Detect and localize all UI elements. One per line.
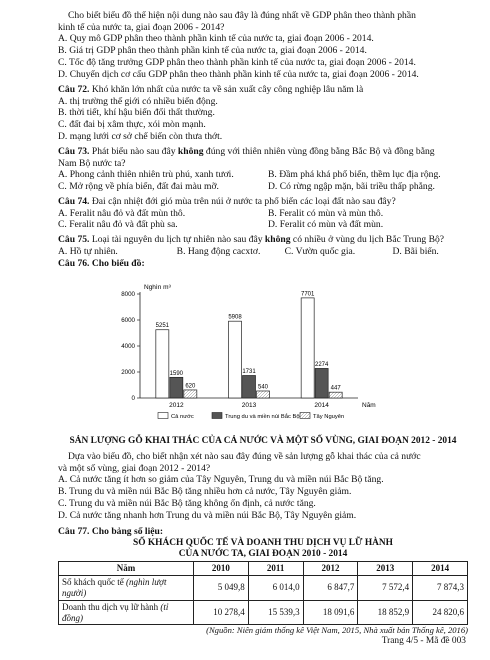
q73-stem-pre: Phát biểu nào sau đây bbox=[91, 146, 178, 157]
q76-option-c: C. Trung du và miền núi Bắc Bộ tăng không ổn định, cả nước tăng. bbox=[58, 497, 316, 509]
q73-stem-bold: không bbox=[177, 146, 204, 157]
bar-0 bbox=[229, 321, 242, 398]
q76-option-a: A. Cả nước tăng ít hơn so giảm của Tây Nguyên, Trung du và miền núi Bắc Bộ tăng. bbox=[58, 474, 384, 486]
y-tick-label: 6000 bbox=[121, 317, 135, 325]
q76-ask-line1: Dựa vào biểu đồ, cho biết nhận xét nào sau đây đúng về sản lượng gỗ khai thác của cả nước bbox=[68, 451, 421, 462]
y-tick-label: 4000 bbox=[121, 343, 135, 351]
q73-label: Câu 73. bbox=[58, 146, 90, 157]
bar-2 bbox=[329, 392, 342, 398]
legend-swatch bbox=[212, 413, 222, 419]
bar-0 bbox=[156, 330, 169, 398]
bar-value-label: 1731 bbox=[242, 368, 256, 375]
table-cell: 24 820,6 bbox=[413, 600, 468, 625]
q76-option-d: D. Cả nước tăng nhanh hơn Trung du và miền núi Bắc Bộ, Tây Nguyên giảm. bbox=[58, 509, 357, 521]
bar-value-label: 2274 bbox=[314, 361, 329, 368]
table-cell: 5 049,8 bbox=[193, 575, 248, 600]
q71-option-c: C. Tốc độ tăng trưởng GDP phân theo thành phần kinh tế của nước ta, giai đoạn 2006 - 2014. bbox=[58, 56, 416, 68]
bar-2 bbox=[257, 391, 270, 398]
bar-value-label: 620 bbox=[185, 383, 196, 390]
table-cell: 6 847,7 bbox=[303, 575, 358, 600]
q74-stem: Đai cận nhiệt đới gió mùa trên núi ở nước ta phổ biến các loại đất nào sau đây? bbox=[91, 196, 396, 207]
tourism-table bbox=[58, 561, 468, 626]
row-label: Doanh thu dịch vụ lữ hành bbox=[62, 601, 161, 612]
q75-option-c: C. Vườn quốc gia. bbox=[284, 245, 356, 257]
q72-option-d: D. mạng lưới cơ sở chế biến còn thưa thớt. bbox=[58, 130, 223, 142]
q72-option-a: A. thị trường thế giới có nhiều biến động. bbox=[58, 95, 218, 107]
bar-value-label: 7701 bbox=[300, 291, 315, 298]
bar-value-label: 447 bbox=[330, 385, 341, 392]
bar-0 bbox=[301, 298, 314, 398]
legend-label: Cả nước bbox=[171, 414, 194, 420]
bar-1 bbox=[315, 368, 328, 398]
bar-value-label: 1590 bbox=[169, 370, 184, 377]
q77-label: Câu 77. bbox=[58, 526, 90, 537]
row-unit: (nghìn lượt người) bbox=[62, 576, 167, 598]
q72-option-b: B. thời tiết, khí hậu biến đổi thất thường. bbox=[58, 107, 215, 119]
question-76-options bbox=[58, 451, 468, 521]
q74-label: Câu 74. bbox=[58, 196, 90, 207]
q74-option-b: B. Feralit có mùn và mùn thô. bbox=[268, 207, 384, 219]
question-73 bbox=[58, 146, 468, 193]
table-header-row bbox=[59, 561, 468, 575]
q76-option-b: B. Trung du và miền núi Bắc Bộ tăng nhiều hơn cả nước, Tây Nguyên giảm. bbox=[58, 486, 352, 498]
bar-value-label: 5908 bbox=[228, 314, 242, 321]
q75-option-b: B. Hang động cacxtơ. bbox=[176, 245, 261, 257]
q73-option-d: D. Có rừng ngập mặn, bãi triều thấp phẳng. bbox=[268, 181, 435, 193]
table-row bbox=[59, 600, 468, 625]
q76-label: Câu 76. bbox=[58, 258, 90, 269]
q73-stem-post: đúng với thiên nhiên vùng đồng bằng Bắc Bộ và đồng bằng bbox=[203, 146, 435, 157]
table-cell: 15 539,3 bbox=[248, 600, 303, 625]
bar-1 bbox=[170, 377, 183, 398]
bar-1 bbox=[243, 375, 256, 398]
q71-option-a: A. Quy mô GDP phân theo thành phần kinh tế của nước ta, giai đoạn 2006 - 2014. bbox=[58, 33, 374, 45]
question-71 bbox=[58, 10, 468, 80]
q75-stem-post: có nhiều ở vùng du lịch Bắc Trung Bộ? bbox=[290, 234, 445, 245]
table-header-cell: Năm bbox=[59, 561, 194, 575]
q74-option-d: D. Feralit có mùn và đất mùn. bbox=[268, 219, 384, 231]
table-header-cell: 2013 bbox=[358, 561, 413, 575]
question-72 bbox=[58, 84, 468, 143]
q75-stem-pre: Loại tài nguyên du lịch tự nhiên nào sau đây bbox=[91, 234, 265, 245]
q73-option-a: A. Phong cảnh thiên nhiên trù phú, xanh tươi. bbox=[58, 169, 234, 181]
question-77 bbox=[58, 526, 468, 636]
table-header-cell: 2010 bbox=[193, 561, 248, 575]
q73-option-b: B. Đầm phá khá phổ biến, thềm lục địa rộng. bbox=[268, 169, 441, 181]
q71-option-d: D. Chuyển dịch cơ cấu GDP phân theo thành phần kinh tế của nước ta, giai đoạn 2006 - 2014. bbox=[58, 68, 419, 80]
bar-value-label: 5251 bbox=[155, 323, 170, 330]
q72-stem: Khó khăn lớn nhất của nước ta về sản xuất cây công nghiệp lâu năm là bbox=[91, 84, 364, 95]
table-header-cell: 2014 bbox=[413, 561, 468, 575]
table-title-line2: CỦA NƯỚC TA, GIAI ĐOẠN 2010 - 2014 bbox=[178, 549, 348, 560]
table-cell: 7 874,3 bbox=[413, 575, 468, 600]
q75-stem-bold: không bbox=[264, 234, 291, 245]
q76-ask-line2: và một số vùng, giai đoạn 2012 - 2014? bbox=[58, 462, 211, 474]
q71-stem-line2: kinh tế của nước ta, giai đoạn 2006 - 2014? bbox=[58, 21, 225, 33]
row-label-cell bbox=[59, 575, 194, 600]
row-unit: (tỉ đồng) bbox=[62, 601, 169, 623]
y-tick-label: 8000 bbox=[121, 291, 135, 299]
legend-label: Trung du và miền núi Bắc Bộ bbox=[225, 414, 300, 420]
q73-stem-line2: Nam Bộ nước ta? bbox=[58, 157, 126, 169]
x-tick-label: 2013 bbox=[241, 402, 257, 409]
table-cell: 10 278,4 bbox=[193, 600, 248, 625]
question-76-header bbox=[58, 258, 468, 270]
q71-option-b: B. Giá trị GDP phân theo thành phần kinh tế của nước ta, giai đoạn 2006 - 2014. bbox=[58, 45, 367, 57]
chart-svg bbox=[110, 280, 390, 440]
table-cell: 18 091,6 bbox=[303, 600, 358, 625]
q75-label: Câu 75. bbox=[58, 234, 90, 245]
q74-option-a: A. Feralit nâu đỏ và đất mùn thô. bbox=[58, 207, 186, 219]
bar-2 bbox=[184, 390, 197, 398]
legend-swatch bbox=[300, 413, 310, 419]
q77-stem: Cho bảng số liệu: bbox=[91, 526, 164, 537]
question-74 bbox=[58, 196, 468, 231]
y-axis-label: Nghìn m³ bbox=[144, 284, 171, 291]
table-cell: 18 852,9 bbox=[358, 600, 413, 625]
question-75 bbox=[58, 234, 468, 257]
row-label-cell bbox=[59, 600, 194, 625]
table-cell: 7 572,4 bbox=[358, 575, 413, 600]
bar-value-label: 540 bbox=[257, 384, 269, 391]
table-source: (Nguồn: Niên giám thống kê Việt Nam, 2015, Nhà xuất bản Thống kê, 2016) bbox=[206, 625, 468, 636]
legend-swatch bbox=[158, 413, 168, 419]
q74-option-c: C. Feralit nâu đỏ và đất phù sa. bbox=[58, 219, 178, 231]
x-tick-label: 2014 bbox=[314, 402, 329, 409]
q72-option-c: C. đất đai bị xâm thực, xói mòn mạnh. bbox=[58, 119, 206, 131]
table-cell: 6 014,0 bbox=[248, 575, 303, 600]
table-title-line1: SỐ KHÁCH QUỐC TẾ VÀ DOANH THU DỊCH VỤ LỮ HÀNH bbox=[133, 537, 393, 548]
q76-stem: Cho biểu đồ: bbox=[91, 258, 145, 269]
y-tick-label: 0 bbox=[131, 395, 135, 403]
table-header-cell: 2012 bbox=[303, 561, 358, 575]
x-tick-label: 2012 bbox=[169, 402, 184, 409]
page-footer: Trang 4/5 - Mã đề 003 bbox=[381, 636, 466, 646]
y-tick-label: 2000 bbox=[121, 369, 135, 377]
chart-title: SẢN LƯỢNG GỖ KHAI THÁC CỦA CẢ NƯỚC VÀ MỘT SỐ VÙNG, GIAI ĐOẠN 2012 - 2014 bbox=[69, 436, 457, 446]
legend-label: Tây Nguyên bbox=[313, 414, 345, 420]
q72-label: Câu 72. bbox=[58, 84, 90, 95]
table-row bbox=[59, 575, 468, 600]
q71-stem-line1: Cho biết biểu đồ thể hiện nội dung nào sau đây là đúng nhất về GDP phân theo thành phần bbox=[68, 10, 416, 21]
x-axis-label: Năm bbox=[362, 402, 376, 409]
q75-option-a: A. Hồ tự nhiên. bbox=[58, 245, 118, 257]
q75-option-d: D. Bãi biển. bbox=[392, 245, 439, 257]
row-label: Số khách quốc tế bbox=[62, 576, 126, 587]
q73-option-c: C. Mở rộng về phía biển, đất đai màu mỡ. bbox=[58, 181, 219, 193]
table-header-cell: 2011 bbox=[248, 561, 303, 575]
wood-production-chart bbox=[110, 280, 390, 440]
